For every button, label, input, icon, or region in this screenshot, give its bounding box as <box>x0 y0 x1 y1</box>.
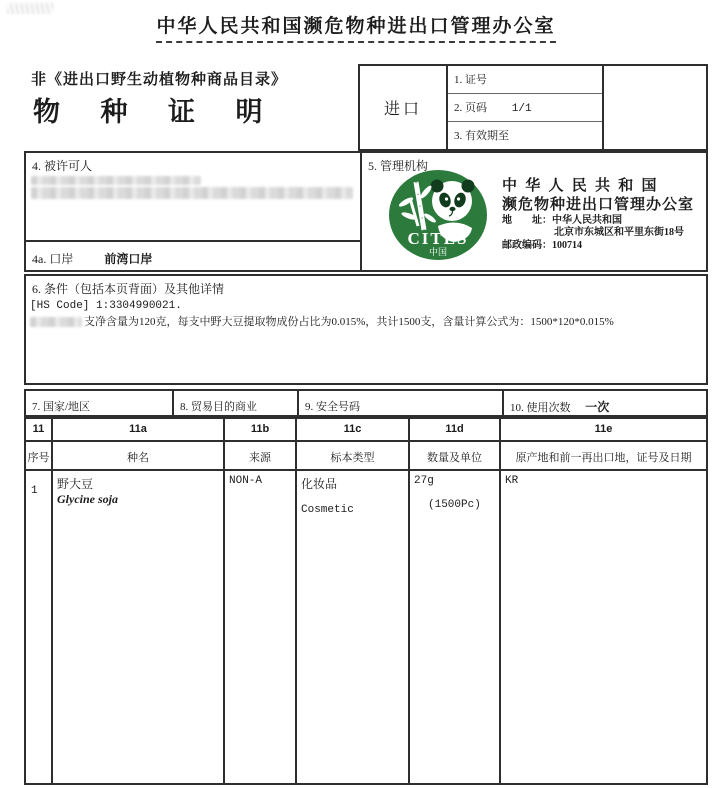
row-quantity-detail: (1500Pc) <box>428 499 481 511</box>
field-valid-until <box>448 122 602 149</box>
table-header-row <box>26 442 706 471</box>
row-specimen-cn: 化妆品 <box>301 477 338 491</box>
authority-address-line2: 北京市东城区和平里东街18号 <box>554 227 684 238</box>
field-cert-number <box>448 66 602 94</box>
field-valid-until-label: 3. 有效期至 <box>454 130 509 142</box>
authority-address-block <box>502 177 694 252</box>
col-code-11e: 11e <box>594 423 613 435</box>
row-serial: 1 <box>26 471 53 783</box>
port-value: 前湾口岸 <box>104 252 153 266</box>
col-header-serial: 序号 <box>26 442 53 469</box>
row-species <box>53 471 225 783</box>
table-row <box>26 471 706 783</box>
redacted-licensee-line1 <box>31 176 201 185</box>
field-trade-purpose: 8. 贸易目的商业 <box>174 391 299 415</box>
cites-panda-logo-icon <box>386 168 490 267</box>
certificate-subtitle: 非《进出口野生动植物种商品目录》 <box>31 72 288 88</box>
port-label: 4a. 口岸 <box>32 252 74 266</box>
col-header-specimen-type: 标本类型 <box>297 442 410 469</box>
row-origin <box>501 471 706 783</box>
row-specimen-type <box>297 471 410 783</box>
redacted-detail-prefix <box>30 317 82 327</box>
conditions-detail-line <box>30 313 614 329</box>
page-title <box>0 11 712 38</box>
header-boxes <box>358 64 708 151</box>
field-page-number-label: 2. 页码 <box>454 102 487 114</box>
field-security-number: 9. 安全号码 <box>299 391 504 415</box>
row-origin-value: KR <box>505 475 519 487</box>
row-species-latin: Glycine soja <box>57 492 118 506</box>
col-header-source: 来源 <box>225 442 297 469</box>
authority-country: 中华人民共和国 <box>502 178 665 194</box>
field-use-count-value: 一次 <box>585 400 610 414</box>
row-source <box>225 471 297 783</box>
field-page-number-value: 1/1 <box>511 103 532 115</box>
field-cert-number-label: 1. 证号 <box>454 74 487 86</box>
row-source-value: NON-A <box>229 475 263 487</box>
certificate-doc-type: 物种证明 <box>33 97 303 127</box>
col-header-origin: 原产地和前一再出口地，证号及日期 <box>515 452 692 464</box>
conditions-section <box>24 274 708 385</box>
field-use-count <box>504 391 706 415</box>
authority-name: 濒危物种进出口管理办公室 <box>502 196 695 213</box>
species-table <box>24 417 708 785</box>
field-country-region: 7. 国家/地区 <box>26 391 174 415</box>
col-code-11a: 11a <box>53 419 225 440</box>
licensee-cell <box>26 153 362 270</box>
col-code-11d: 11d <box>410 419 501 440</box>
row-species-cn: 野大豆 <box>57 477 94 491</box>
header-empty-cell <box>604 66 706 149</box>
authority-cell <box>362 153 706 270</box>
col-code-11: 11 <box>26 419 53 440</box>
col-code-11b: 11b <box>225 419 297 440</box>
row-quantity-value: 27g <box>414 475 434 487</box>
direction-cell: 进口 <box>360 66 448 149</box>
col-code-11c: 11c <box>297 419 410 440</box>
authority-postcode: 邮政编码：100714 <box>502 239 582 251</box>
col-header-quantity: 数量及单位 <box>410 442 501 469</box>
fields-7-10-row <box>24 389 708 417</box>
authority-address-line1: 地 址：中华人民共和国 <box>502 214 622 226</box>
header-fields <box>448 66 604 149</box>
hs-code-line: [HS Code] 1:3304990021. <box>30 300 182 312</box>
cites-logo-text: CITES <box>407 229 469 248</box>
licensee-authority-section <box>24 151 708 272</box>
redacted-licensee-line2 <box>31 187 353 199</box>
field-use-count-label: 10. 使用次数 <box>510 402 571 414</box>
conditions-detail-text: 支净含量为120克，每支中野大豆提取物成份占比为0.015%，共计1500支，含量计算公式为：1500*120*0.015% <box>84 316 614 328</box>
row-quantity <box>410 471 501 783</box>
conditions-label: 6. 条件（包括本页背面）及其他详情 <box>32 282 225 296</box>
port-row <box>26 240 360 270</box>
row-specimen-en: Cosmetic <box>301 504 354 516</box>
authority-label: 5. 管理机构 <box>368 159 429 173</box>
col-header-species: 种名 <box>53 442 225 469</box>
table-code-row <box>26 419 706 442</box>
cites-logo-region: 中国 <box>428 248 448 258</box>
field-page-number <box>448 94 602 122</box>
page-title-text: 中华人民共和国濒危物种进出口管理办公室 <box>156 16 555 43</box>
licensee-label: 4. 被许可人 <box>32 159 93 173</box>
